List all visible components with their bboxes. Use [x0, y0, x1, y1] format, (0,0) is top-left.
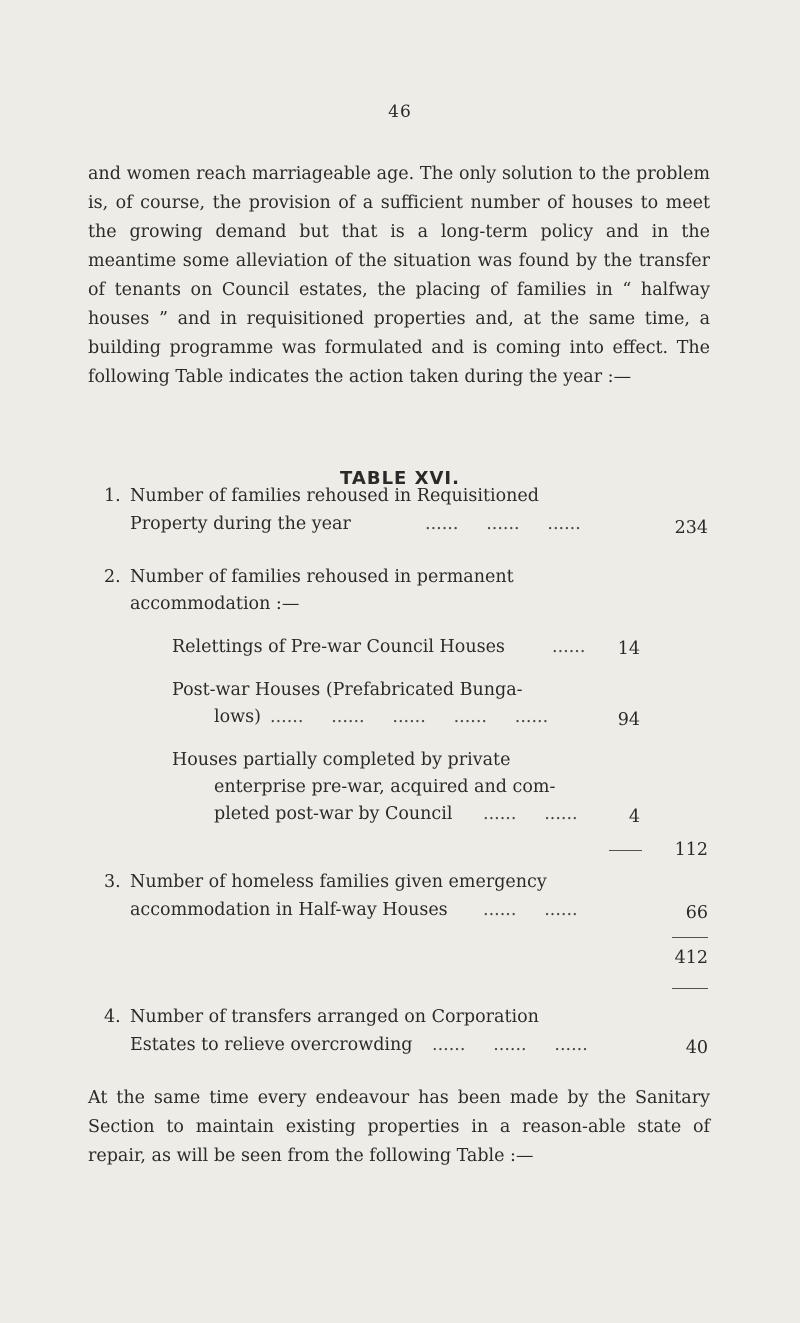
item-2-sub-1-value: 14 [617, 639, 640, 659]
intro-paragraph: and women reach marriageable age. The only solution to the problem is, of course, the provision of a sufficient number of houses to meet the growing demand but that is a long-term policy and in the meantime some alleviation of the situation was found by the transfer of tenants on Council estates, the placing of families in “ halfway houses ” and in requisitioned properties and, at the same time, a building programme was formulated and is coming into effect. The following Table indicates the action taken during the year :— [88, 164, 710, 387]
grand-total: 412 [674, 948, 708, 968]
item-2-sub-3-value: 4 [628, 807, 640, 827]
item-3-value: 66 [685, 903, 708, 923]
item-2-sub-2-line-2: lows) [214, 707, 261, 727]
item-4-value: 40 [685, 1038, 708, 1058]
item-3-line-1: Number of homeless families given emergency [130, 872, 547, 892]
item-3-line-2: accommodation in Half-way Houses [130, 900, 448, 920]
total-rule-bottom [672, 988, 708, 989]
item-2-sub-3-line-3: pleted post-war by Council [214, 804, 453, 824]
item-2-sub-2-value: 94 [617, 710, 640, 730]
item-4-line-2: Estates to relieve overcrowding [130, 1035, 413, 1055]
item-2-sub-1-label: Relettings of Pre-war Council Houses [172, 637, 505, 657]
total-rule-top [672, 937, 708, 938]
item-2-sub-3-leader-dots: ...... ...... [483, 804, 578, 824]
subtotal-rule [609, 850, 642, 851]
item-3-leader-dots: ...... ...... [483, 900, 578, 920]
table-title: TABLE XVI. [340, 468, 460, 489]
closing-paragraph: At the same time every endeavour has been made by the Sanitary Section to maintain existing properties in a reason-able state of repair, as will be seen from the following Table :— [88, 1088, 710, 1166]
item-1-line-1: Number of families rehoused in Requisitioned [130, 486, 539, 506]
item-1-number: 1. [104, 486, 121, 506]
item-1-line-2: Property during the year [130, 514, 351, 534]
item-4-leader-dots: ...... ...... ...... [432, 1035, 588, 1055]
item-2-sub-1-leader-dots: ...... [552, 637, 586, 657]
item-2-sub-3-line-2: enterprise pre-war, acquired and com- [214, 777, 556, 797]
item-2-line-2: accommodation :— [130, 594, 300, 614]
item-2-subtotal: 112 [674, 840, 708, 860]
item-1-leader-dots: ...... ...... ...... [425, 514, 581, 534]
item-3-number: 3. [104, 872, 121, 892]
item-2-sub-2-leader-dots: ...... ...... ...... ...... ...... [270, 707, 549, 727]
item-1-value: 234 [674, 518, 708, 538]
item-2-sub-2-line-1: Post-war Houses (Prefabricated Bunga- [172, 680, 523, 700]
item-2-line-1: Number of families rehoused in permanent [130, 567, 514, 587]
item-4-line-1: Number of transfers arranged on Corporation [130, 1007, 539, 1027]
item-2-sub-3-line-1: Houses partially completed by private [172, 750, 511, 770]
item-4-number: 4. [104, 1007, 121, 1027]
item-2-number: 2. [104, 567, 121, 587]
page-number: 46 [388, 102, 412, 122]
